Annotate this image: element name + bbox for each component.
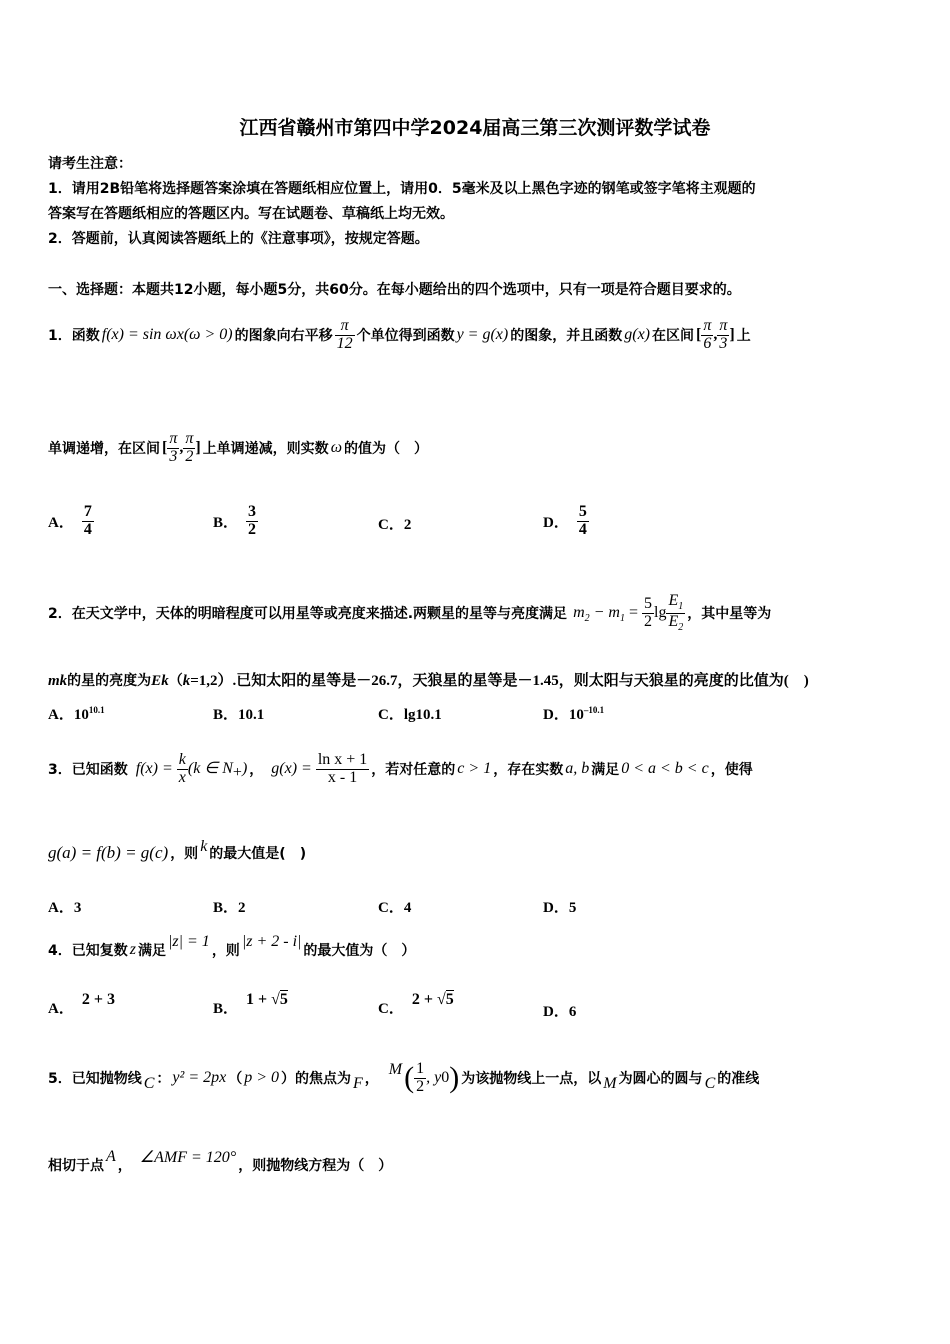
q2-formula: $m_2 - m_1$ = $\frac{5}{2}$ lg $\frac{E_1}{E_2}$ <box>573 591 684 633</box>
q1-text-8: 上单调递减，则实数 <box>202 441 329 457</box>
q4-option-c[interactable]: C． 2 + √5 <box>378 991 454 1017</box>
q4-option-a[interactable]: A． 2 + 3 <box>48 991 115 1017</box>
q1-option-b[interactable]: B． $\frac{3}{2}$ <box>213 502 257 538</box>
notice-line-1a: 1．请用2B铅笔将选择题答案涂填在答题纸相应位置上，请用0．5毫米及以上黑色字迹的钢笔或签字笔将主观题的 <box>48 181 756 197</box>
q2-option-b[interactable]: B．10.1 <box>213 707 265 723</box>
q1-text-6: 上 <box>736 328 751 344</box>
page-title: 江西省赣州市第四中学2024届高三第三次测评数学试卷 <box>239 117 711 139</box>
q1-interval-1: [ $\frac{\pi}{6}$ , $\frac{\pi}{3}$ ] <box>696 316 735 352</box>
q4-option-b[interactable]: B． 1 + √5 <box>213 991 288 1017</box>
q1-text-3: 个单位得到函数 <box>356 328 455 344</box>
question-5-line-2: 相切于点 A ， ∠AMF = 120° ，则抛物线方程为（ ） <box>48 1148 393 1174</box>
q1-option-c[interactable]: C．2 <box>378 516 412 533</box>
question-2-line-1 <box>48 585 771 641</box>
q2-option-a[interactable]: A．$10^{10.1}$ <box>48 705 105 723</box>
q1-text-2: 的图象向右平移 <box>234 328 333 344</box>
q1-function-g2: g(x) <box>624 326 650 343</box>
q3-function-g: g(x) = $\frac{\text{ln x + 1}}{x - 1}$ <box>271 750 368 786</box>
notice-heading: 请考生注意： <box>48 156 132 172</box>
q1-text-7: 单调递增，在区间 <box>48 441 160 457</box>
section-1-heading: 一、选择题：本题共12小题，每小题5分，共60分。在每小题给出的四个选项中，只有一项是符合题目要求的。 <box>48 282 741 298</box>
q3-option-c[interactable]: C．4 <box>378 900 412 916</box>
q2-option-c[interactable]: C．lg10.1 <box>378 707 442 723</box>
q3-option-a[interactable]: A．3 <box>48 900 82 916</box>
q1-option-a[interactable]: A． $\frac{7}{4}$ <box>48 502 92 538</box>
notice-line-1b: 答案写在答题纸相应的答题区内。写在试题卷、草稿纸上均无效。 <box>48 206 454 222</box>
question-5-line-1: 5．已知抛物线 C ： y² = 2px （ p > 0 ）的焦点为 F ， M ( $\frac{1}{2}$ , y 0 ) 为该抛物线上一点，以 M 为圆心的圆与 C 的准线 <box>48 1059 760 1095</box>
q1-text-4: 的图象，并且函数 <box>510 328 623 344</box>
q2-option-d[interactable]: D．$10^{-10.1}$ <box>543 705 605 723</box>
question-3-line-2: g(a) = f(b) = g(c) ，则 k 的最大值是( ) <box>48 838 307 862</box>
q3-function-f: f(x) = $\frac{k}{x}$ (k ∈ $N_+$) <box>135 750 248 786</box>
question-1-line-2 <box>48 425 428 471</box>
q1-option-d[interactable]: D． $\frac{5}{4}$ <box>543 502 587 538</box>
q1-omega: ω <box>330 439 342 456</box>
q1-function-f: f(x) = sin ωx(ω > 0) <box>101 326 233 343</box>
question-3-line-1: 3．已知函数 f(x) = $\frac{k}{x}$ (k ∈ $N_+$) ， g(x) = $\frac{\text{ln x + 1}}{x - 1}$ ，若对任意的 c > 1 ，存在实数 a, b 满足 0 < a < b < c ，使得 <box>48 750 753 786</box>
question-1-line-1 <box>48 312 751 358</box>
q1-shift-fraction: $\frac{\pi}{12}$ <box>336 316 353 352</box>
q2-text-1: 2．在天文学中，天体的明暗程度可以用星等或亮度来描述.两颗星的星等与亮度满足 <box>48 606 568 622</box>
q1-function-g: y = g(x) <box>456 326 509 343</box>
q1-text-9: 的值为（ ） <box>343 441 428 457</box>
q1-text-1: 1．函数 <box>48 328 100 344</box>
q3-option-d[interactable]: D．5 <box>543 900 577 916</box>
q3-option-b[interactable]: B．2 <box>213 900 246 916</box>
q1-interval-2: [ $\frac{\pi}{3}$ , $\frac{\pi}{2}$ ] <box>162 429 201 465</box>
q4-option-d[interactable]: D．6 <box>543 1004 577 1020</box>
q2-text-2: ，其中星等为 <box>687 606 772 622</box>
notice-line-2: 2．答题前，认真阅读答题纸上的《注意事项》，按规定答题。 <box>48 231 429 247</box>
q5-point-m: ( $\frac{1}{2}$ , y 0 ) <box>404 1059 460 1095</box>
q1-text-5: 在区间 <box>652 328 694 344</box>
question-2-line-2: m k 的星的亮度为 E k （ k =1,2）.已知太阳的星等是－26.7，天狼星的星等是－1.45，则太阳与天狼星的亮度的比值为( ) <box>48 673 809 689</box>
question-4: 4．已知复数 z 满足 |z| = 1 ，则 |z + 2 - i| 的最大值为（ ） <box>48 933 416 959</box>
